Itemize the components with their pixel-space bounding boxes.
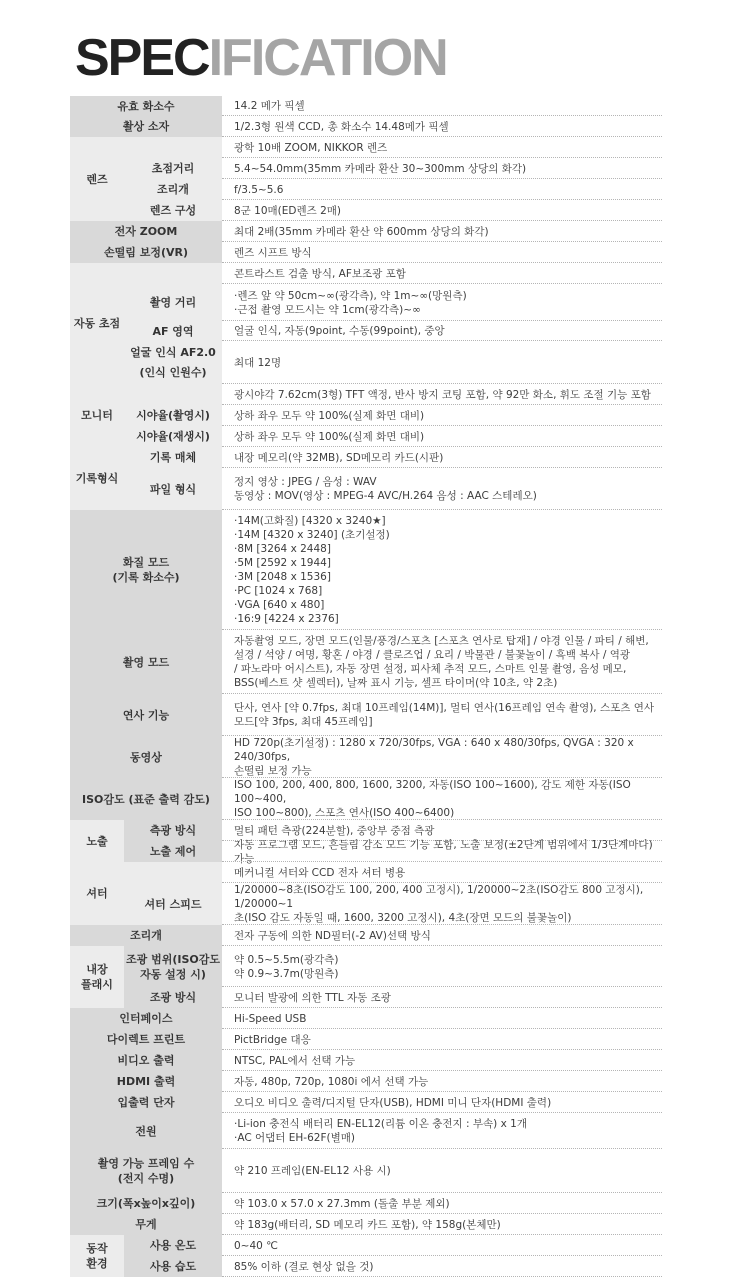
- spec-row-interface: [70, 1008, 662, 1029]
- spec-value: 자동, 480p, 720p, 1080i 에서 선택 가능: [222, 1071, 662, 1092]
- sub-label: 노출 제어: [124, 841, 222, 862]
- spec-value: 약 0.5~5.5m(광각측) 약 0.9~3.7m(망원측): [222, 946, 662, 987]
- spec-value: 정지 영상 : JPEG / 음성 : WAV 동영상 : MOV(영상 : MPEG-4 AVC/H.264 음성 : AAC 스테레오): [222, 468, 662, 510]
- sub-label: 촬영 거리: [124, 284, 222, 321]
- spec-group-monitor: [70, 384, 662, 447]
- sub-label: 파일 형식: [124, 468, 222, 510]
- spec-value: 약 183g(배터리, SD 메모리 카드 포함), 약 158g(본체만): [222, 1214, 662, 1235]
- spec-value: f/3.5~5.6: [222, 179, 662, 200]
- sub-label-empty: [124, 137, 222, 158]
- spec-value: 0~40 ℃: [222, 1235, 662, 1256]
- group-label: 노출: [70, 820, 124, 862]
- spec-value: 콘트라스트 검출 방식, AF보조광 포함: [222, 263, 662, 284]
- sub-label: 사용 습도: [124, 1256, 222, 1277]
- spec-value: 렌즈 시프트 방식: [222, 242, 662, 263]
- spec-row-iso: [70, 778, 662, 820]
- spec-value: 8군 10매(ED렌즈 2매): [222, 200, 662, 221]
- sub-label: 셔터 스피드: [124, 883, 222, 925]
- spec-value: 메커니컬 셔터와 CCD 전자 셔터 병용: [222, 862, 662, 883]
- spec-table: [70, 96, 662, 1277]
- spec-label: 입출력 단자: [70, 1092, 222, 1113]
- spec-value: ISO 100, 200, 400, 800, 1600, 3200, 자동(ISO 100~1600), 감도 제한 자동(ISO 100~400, ISO 100~800), 스포츠 연사(ISO 400~6400): [222, 778, 662, 820]
- spec-label: 촬영 모드: [70, 630, 222, 694]
- spec-group-exposure: [70, 820, 662, 865]
- title-dark-part: SPEC: [75, 29, 209, 87]
- sub-label: 조광 범위(ISO감도 자동 설정 시): [124, 946, 222, 987]
- spec-group-af: [70, 263, 662, 384]
- spec-row-frames: [70, 1149, 662, 1193]
- spec-label: ISO감도 (표준 출력 감도): [70, 778, 222, 820]
- spec-value: 오디오 비디오 출력/디지털 단자(USB), HDMI 미니 단자(HDMI 출력): [222, 1092, 662, 1113]
- sub-label: 시야율(재생시): [124, 426, 222, 447]
- spec-label: 촬상 소자: [70, 116, 222, 137]
- spec-row-video-out: [70, 1050, 662, 1071]
- spec-value: ·14M(고화질) [4320 x 3240★] ·14M [4320 x 3240] (초기설정) ·8M [3264 x 2448] ·5M [2592 x 1944] ·3M [2048 x 1536] ·PC [1024 x 768] ·VGA [640 x 480] ·16:9 [4224 x 2376]: [222, 510, 662, 630]
- spec-value: 상하 좌우 모두 약 100%(실제 화면 대비): [222, 405, 662, 426]
- group-label: 기록형식: [70, 447, 124, 510]
- spec-value: 상하 좌우 모두 약 100%(실제 화면 대비): [222, 426, 662, 447]
- spec-label: 다이렉트 프린트: [70, 1029, 222, 1050]
- spec-row-size: [70, 1193, 662, 1214]
- spec-label: 촬영 가능 프레임 수 (전지 수명): [70, 1149, 222, 1193]
- spec-value: 얼굴 인식, 자동(9point, 수동(99point), 중앙: [222, 321, 662, 341]
- spec-row-io: [70, 1092, 662, 1113]
- spec-value: 5.4~54.0mm(35mm 카메라 환산 30~300mm 상당의 화각): [222, 158, 662, 179]
- spec-value: NTSC, PAL에서 선택 가능: [222, 1050, 662, 1071]
- spec-row-direct-print: [70, 1029, 662, 1050]
- title-light-part: IFICATION: [208, 29, 447, 87]
- spec-value: 약 103.0 x 57.0 x 27.3mm (돌출 부분 제외): [222, 1193, 662, 1214]
- spec-value: 모니터 발광에 의한 TTL 자동 조광: [222, 987, 662, 1008]
- spec-value: 광시야각 7.62cm(3형) TFT 액정, 반사 방지 코팅 포함, 약 92만 화소, 휘도 조절 기능 포함: [222, 384, 662, 405]
- sub-label: 측광 방식: [124, 820, 222, 841]
- sub-label: 조리개: [124, 179, 222, 200]
- sub-label: 사용 온도: [124, 1235, 222, 1256]
- spec-row-dzoom: [70, 221, 662, 242]
- spec-label: 손떨림 보정(VR): [70, 242, 222, 263]
- spec-value: 85% 이하 (결로 현상 없을 것): [222, 1256, 662, 1277]
- sub-label: 시야율(촬영시): [124, 405, 222, 426]
- sub-label: 렌즈 구성: [124, 200, 222, 221]
- spec-group-shutter: [70, 862, 662, 925]
- spec-value: Hi-Speed USB: [222, 1008, 662, 1029]
- spec-row-burst: [70, 694, 662, 736]
- spec-row-weight: [70, 1214, 662, 1235]
- sub-label-empty: [124, 862, 222, 883]
- group-label: 자동 초점: [70, 263, 124, 384]
- spec-label: 연사 기능: [70, 694, 222, 736]
- spec-label: 무게: [70, 1214, 222, 1235]
- spec-label: 크기(폭x높이x깊이): [70, 1193, 222, 1214]
- spec-value: 자동 프로그램 모드, 흔들림 감소 모드 기능 포함, 노출 보정(±2단계 범위에서 1/3단계마다) 가능: [222, 841, 662, 862]
- spec-row-modes: [70, 630, 662, 694]
- spec-value: 멀티 패턴 측광(224분할), 중앙부 중점 측광: [222, 820, 662, 841]
- spec-value: 1/20000~8초(ISO감도 100, 200, 400 고정시), 1/20000~2초(ISO감도 800 고정시), 1/20000~1 초(ISO 감도 자동일 때, 1600, 3200 고정시), 4초(장면 모드의 불꽃놀이): [222, 883, 662, 925]
- spec-row-pixels: [70, 96, 662, 116]
- page-title: [75, 28, 447, 88]
- spec-value: ·렌즈 앞 약 50cm~∞(광각측), 약 1m~∞(망원측) ·근접 촬영 모드시는 약 1cm(광각측)~∞: [222, 284, 662, 321]
- spec-value: 자동촬영 모드, 장면 모드(인물/풍경/스포츠 [스포츠 연사로 탑재] / 야경 인물 / 파티 / 해변, 설경 / 석양 / 여명, 황혼 / 야경 / 클로즈업 / 요리 / 박물관 / 불꽃놀이 / 흑백 복사 / 역광 / 파노라마 어시스트), 자동 장면 설정, 피사체 추적 모드, 스마트 인물 촬영, 음성 메모, BSS(베스트 샷 셀렉터), 날짜 표시 기능, 셀프 타이머(약 10초, 약 2초): [222, 630, 662, 694]
- sub-label: AF 영역: [124, 321, 222, 341]
- group-label: 셔터: [70, 862, 124, 925]
- spec-value: 최대 12명: [222, 341, 662, 384]
- spec-value: HD 720p(초기설정) : 1280 x 720/30fps, VGA : 640 x 480/30fps, QVGA : 320 x 240/30fps, 손떨림 보정 가능: [222, 736, 662, 778]
- spec-label: 조리개: [70, 925, 222, 946]
- spec-label: 전원: [70, 1113, 222, 1149]
- spec-row-quality: [70, 510, 662, 630]
- spec-row-hdmi: [70, 1071, 662, 1092]
- sub-label: 조광 방식: [124, 987, 222, 1008]
- spec-row-sensor: [70, 116, 662, 137]
- spec-label: 화질 모드 (기록 화소수): [70, 510, 222, 630]
- spec-row-iris: [70, 925, 662, 946]
- spec-value: 단사, 연사 [약 0.7fps, 최대 10프레임(14M)], 멀티 연사(16프레임 연속 촬영), 스포츠 연사 모드[약 3fps, 최대 45프레임]: [222, 694, 662, 736]
- sub-label: 얼굴 인식 AF2.0 (인식 인원수): [124, 341, 222, 384]
- spec-label: 유효 화소수: [70, 96, 222, 116]
- sub-label: 초점거리: [124, 158, 222, 179]
- spec-row-vr: [70, 242, 662, 263]
- spec-value: 14.2 메가 픽셀: [222, 96, 662, 116]
- spec-label: 동영상: [70, 736, 222, 778]
- group-label: 렌즈: [70, 137, 124, 221]
- spec-value: ·Li-ion 충전식 배터리 EN-EL12(리튬 이온 충전지 : 부속) x 1개 ·AC 어댑터 EH-62F(별매): [222, 1113, 662, 1149]
- sub-label-empty: [124, 263, 222, 284]
- spec-value: 약 210 프레임(EN-EL12 사용 시): [222, 1149, 662, 1193]
- spec-label: 전자 ZOOM: [70, 221, 222, 242]
- spec-group-lens: [70, 137, 662, 221]
- group-label: 모니터: [70, 384, 124, 447]
- spec-label: 비디오 출력: [70, 1050, 222, 1071]
- spec-value: 광학 10배 ZOOM, NIKKOR 렌즈: [222, 137, 662, 158]
- spec-label: HDMI 출력: [70, 1071, 222, 1092]
- spec-group-flash: [70, 946, 662, 1008]
- spec-row-movie: [70, 736, 662, 778]
- group-label: 동작 환경: [70, 1235, 124, 1277]
- sub-label: 기록 매체: [124, 447, 222, 468]
- sub-label-empty: [124, 384, 222, 405]
- spec-value: 내장 메모리(약 32MB), SD메모리 카드(시판): [222, 447, 662, 468]
- spec-value: PictBridge 대응: [222, 1029, 662, 1050]
- spec-value: 1/2.3형 원색 CCD, 총 화소수 14.48메가 픽셀: [222, 116, 662, 137]
- spec-value: 전자 구동에 의한 ND필터(-2 AV)선택 방식: [222, 925, 662, 946]
- spec-value: 최대 2배(35mm 카메라 환산 약 600mm 상당의 화각): [222, 221, 662, 242]
- spec-group-storage: [70, 447, 662, 510]
- spec-group-env: [70, 1235, 662, 1277]
- group-label: 내장 플래시: [70, 946, 124, 1008]
- spec-row-power: [70, 1113, 662, 1149]
- spec-label: 인터페이스: [70, 1008, 222, 1029]
